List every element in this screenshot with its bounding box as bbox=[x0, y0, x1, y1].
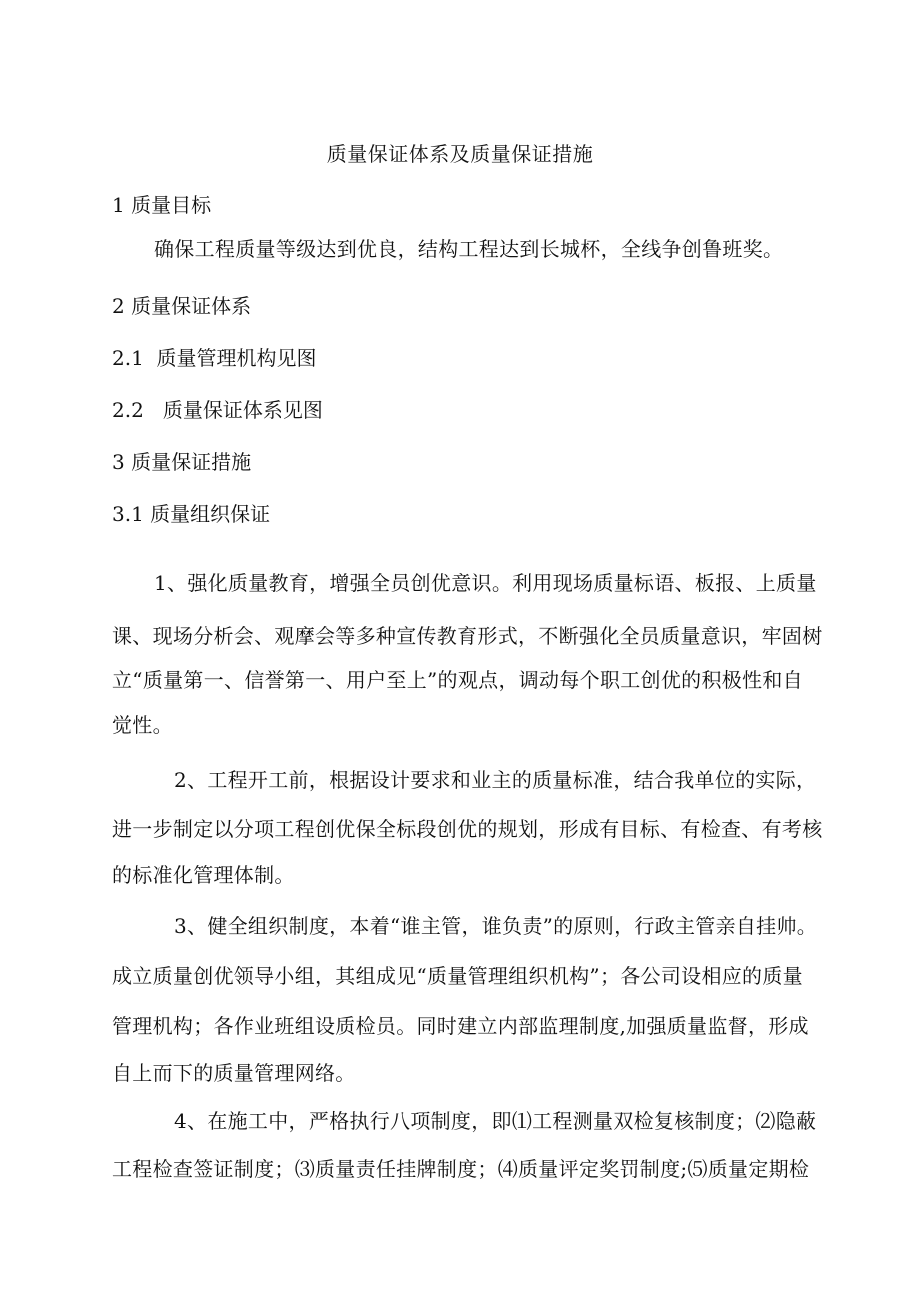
paragraph-3-line: 管理机构；各作业班组设质检员。同时建立内部监理制度,加强质量监督，形成 bbox=[112, 1014, 809, 1038]
paragraph-1-line: 1、强化质量教育，增强全员创优意识。利用现场质量标语、板报、上质量 bbox=[154, 571, 817, 595]
paragraph-3-line: 自上而下的质量管理网络。 bbox=[112, 1061, 356, 1085]
paragraph-1-line: 课、现场分析会、观摩会等多种宣传教育形式，不断强化全员质量意识，牢固树 bbox=[112, 624, 823, 648]
paragraph-2-line: 2、工程开工前，根据设计要求和业主的质量标准，结合我单位的实际， bbox=[174, 768, 817, 792]
quality-goal-text: 确保工程质量等级达到优良，结构工程达到长城杯，全线争创鲁班奖。 bbox=[154, 237, 784, 261]
paragraph-3-line: 成立质量创优领导小组，其组成见“质量管理组织机构”；各公司设相应的质量 bbox=[112, 964, 803, 988]
section-heading-quality-goal: 1 质量目标 bbox=[112, 193, 212, 217]
subsection-org-chart: 2.1 质量管理机构见图 bbox=[112, 346, 317, 370]
section-heading-quality-measures: 3 质量保证措施 bbox=[112, 450, 252, 474]
paragraph-1-line: 立“质量第一、信誉第一、用户至上”的观点，调动每个职工创优的积极性和自 bbox=[112, 668, 803, 692]
paragraph-2-line: 进一步制定以分项工程创优保全标段创优的规划，形成有目标、有检查、有考核 bbox=[112, 817, 823, 841]
section-heading-quality-system: 2 质量保证体系 bbox=[112, 294, 252, 318]
paragraph-1-line: 觉性。 bbox=[112, 713, 173, 737]
subsection-organization-guarantee: 3.1 质量组织保证 bbox=[112, 502, 271, 526]
paragraph-3-line: 3、健全组织制度，本着“谁主管，谁负责”的原则，行政主管亲自挂帅。 bbox=[174, 914, 818, 938]
paragraph-4-line: 工程检查签证制度；⑶质量责任挂牌制度；⑷质量评定奖罚制度;⑸质量定期检 bbox=[112, 1157, 810, 1181]
subsection-system-chart: 2.2 质量保证体系见图 bbox=[112, 398, 323, 422]
paragraph-2-line: 的标准化管理体制。 bbox=[112, 863, 295, 887]
document-title: 质量保证体系及质量保证措施 bbox=[326, 142, 594, 166]
paragraph-4-line: 4、在施工中，严格执行八项制度，即⑴工程测量双检复核制度；⑵隐蔽 bbox=[174, 1109, 817, 1133]
